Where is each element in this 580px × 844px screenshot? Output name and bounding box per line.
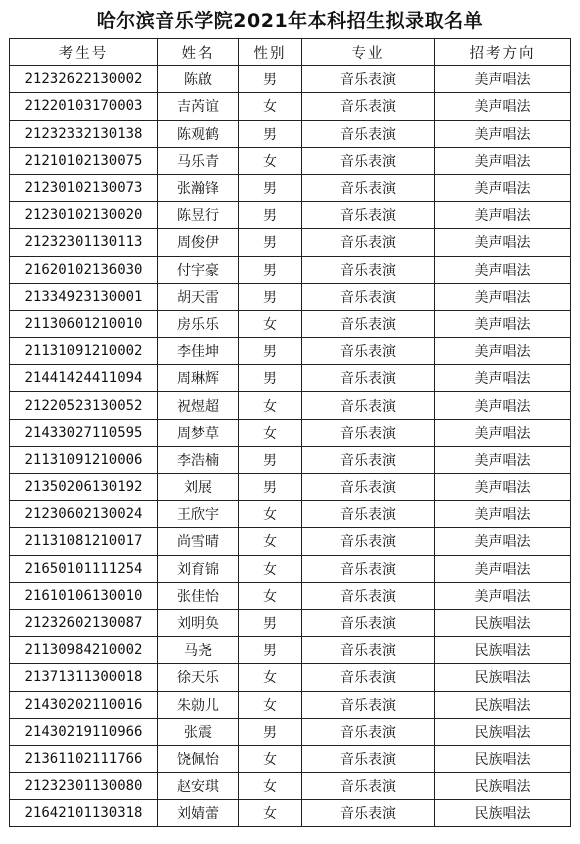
cell-exam-id: 21430202110016 xyxy=(10,691,158,718)
cell-exam-id: 21220523130052 xyxy=(10,392,158,419)
cell-name: 马尧 xyxy=(158,637,239,664)
cell-major: 音乐表演 xyxy=(302,446,435,473)
cell-direction: 美声唱法 xyxy=(435,120,571,147)
table-header-row xyxy=(10,39,571,66)
cell-direction: 美声唱法 xyxy=(435,555,571,582)
cell-name: 李佳坤 xyxy=(158,338,239,365)
cell-name: 饶佩怡 xyxy=(158,745,239,772)
cell-gender: 女 xyxy=(239,310,302,337)
cell-gender: 男 xyxy=(239,202,302,229)
cell-exam-id: 21232602130087 xyxy=(10,609,158,636)
cell-major: 音乐表演 xyxy=(302,283,435,310)
table-row xyxy=(10,256,571,283)
cell-direction: 美声唱法 xyxy=(435,528,571,555)
table-row xyxy=(10,66,571,93)
cell-direction: 美声唱法 xyxy=(435,419,571,446)
cell-direction: 美声唱法 xyxy=(435,229,571,256)
cell-direction: 美声唱法 xyxy=(435,501,571,528)
cell-direction: 美声唱法 xyxy=(435,256,571,283)
cell-major: 音乐表演 xyxy=(302,202,435,229)
cell-major: 音乐表演 xyxy=(302,66,435,93)
table-row xyxy=(10,800,571,827)
cell-name: 李浩楠 xyxy=(158,446,239,473)
cell-name: 赵安琪 xyxy=(158,773,239,800)
cell-gender: 女 xyxy=(239,501,302,528)
cell-exam-id: 21230602130024 xyxy=(10,501,158,528)
cell-direction: 美声唱法 xyxy=(435,582,571,609)
cell-gender: 女 xyxy=(239,528,302,555)
cell-direction: 美声唱法 xyxy=(435,93,571,120)
cell-gender: 男 xyxy=(239,283,302,310)
cell-exam-id: 21220103170003 xyxy=(10,93,158,120)
cell-direction: 民族唱法 xyxy=(435,745,571,772)
cell-gender: 男 xyxy=(239,718,302,745)
cell-exam-id: 21232332130138 xyxy=(10,120,158,147)
cell-direction: 美声唱法 xyxy=(435,392,571,419)
cell-gender: 女 xyxy=(239,582,302,609)
table-row xyxy=(10,419,571,446)
cell-major: 音乐表演 xyxy=(302,718,435,745)
cell-direction: 美声唱法 xyxy=(435,446,571,473)
table-row xyxy=(10,310,571,337)
cell-name: 马乐青 xyxy=(158,147,239,174)
cell-major: 音乐表演 xyxy=(302,338,435,365)
cell-exam-id: 21230102130073 xyxy=(10,174,158,201)
column-header-major: 专业 xyxy=(302,39,435,66)
cell-major: 音乐表演 xyxy=(302,800,435,827)
cell-gender: 男 xyxy=(239,256,302,283)
column-header-name: 姓名 xyxy=(158,39,239,66)
cell-major: 音乐表演 xyxy=(302,609,435,636)
cell-direction: 民族唱法 xyxy=(435,609,571,636)
cell-name: 徐天乐 xyxy=(158,664,239,691)
cell-gender: 女 xyxy=(239,93,302,120)
cell-exam-id: 21230102130020 xyxy=(10,202,158,229)
table-row xyxy=(10,501,571,528)
cell-major: 音乐表演 xyxy=(302,256,435,283)
cell-name: 周俊伊 xyxy=(158,229,239,256)
cell-major: 音乐表演 xyxy=(302,555,435,582)
cell-exam-id: 21131091210006 xyxy=(10,446,158,473)
table-row xyxy=(10,555,571,582)
cell-exam-id: 21361102111766 xyxy=(10,745,158,772)
cell-gender: 男 xyxy=(239,174,302,201)
cell-direction: 民族唱法 xyxy=(435,664,571,691)
cell-major: 音乐表演 xyxy=(302,310,435,337)
cell-name: 张瀚锋 xyxy=(158,174,239,201)
cell-major: 音乐表演 xyxy=(302,528,435,555)
cell-exam-id: 21610106130010 xyxy=(10,582,158,609)
cell-name: 陈观鹤 xyxy=(158,120,239,147)
cell-exam-id: 21130601210010 xyxy=(10,310,158,337)
cell-major: 音乐表演 xyxy=(302,229,435,256)
table-row xyxy=(10,147,571,174)
cell-name: 陈昱行 xyxy=(158,202,239,229)
cell-major: 音乐表演 xyxy=(302,174,435,201)
table-row xyxy=(10,120,571,147)
table-row xyxy=(10,528,571,555)
cell-direction: 美声唱法 xyxy=(435,338,571,365)
cell-name: 陈啟 xyxy=(158,66,239,93)
column-header-exam-id: 考生号 xyxy=(10,39,158,66)
cell-major: 音乐表演 xyxy=(302,474,435,501)
cell-gender: 女 xyxy=(239,745,302,772)
table-row xyxy=(10,202,571,229)
table-row xyxy=(10,338,571,365)
cell-direction: 民族唱法 xyxy=(435,718,571,745)
cell-exam-id: 21130984210002 xyxy=(10,637,158,664)
cell-gender: 男 xyxy=(239,120,302,147)
table-row xyxy=(10,174,571,201)
cell-exam-id: 21441424411094 xyxy=(10,365,158,392)
cell-gender: 女 xyxy=(239,419,302,446)
cell-gender: 男 xyxy=(239,229,302,256)
cell-name: 周梦草 xyxy=(158,419,239,446)
cell-major: 音乐表演 xyxy=(302,120,435,147)
table-row xyxy=(10,637,571,664)
table-row xyxy=(10,718,571,745)
cell-major: 音乐表演 xyxy=(302,691,435,718)
cell-name: 房乐乐 xyxy=(158,310,239,337)
table-row xyxy=(10,229,571,256)
cell-major: 音乐表演 xyxy=(302,365,435,392)
cell-gender: 男 xyxy=(239,637,302,664)
cell-gender: 女 xyxy=(239,147,302,174)
cell-name: 刘明奂 xyxy=(158,609,239,636)
cell-name: 周琳辉 xyxy=(158,365,239,392)
table-row xyxy=(10,283,571,310)
cell-name: 朱勍儿 xyxy=(158,691,239,718)
cell-major: 音乐表演 xyxy=(302,392,435,419)
cell-gender: 女 xyxy=(239,800,302,827)
cell-major: 音乐表演 xyxy=(302,582,435,609)
cell-name: 刘展 xyxy=(158,474,239,501)
cell-exam-id: 21334923130001 xyxy=(10,283,158,310)
cell-direction: 美声唱法 xyxy=(435,174,571,201)
cell-exam-id: 21430219110966 xyxy=(10,718,158,745)
cell-exam-id: 21650101111254 xyxy=(10,555,158,582)
cell-name: 尚雪晴 xyxy=(158,528,239,555)
cell-name: 付宇豪 xyxy=(158,256,239,283)
cell-exam-id: 21350206130192 xyxy=(10,474,158,501)
cell-name: 吉芮谊 xyxy=(158,93,239,120)
table-row xyxy=(10,446,571,473)
cell-major: 音乐表演 xyxy=(302,501,435,528)
table-row xyxy=(10,664,571,691)
cell-name: 张震 xyxy=(158,718,239,745)
cell-exam-id: 21620102136030 xyxy=(10,256,158,283)
cell-name: 胡天雷 xyxy=(158,283,239,310)
cell-gender: 女 xyxy=(239,691,302,718)
cell-gender: 男 xyxy=(239,474,302,501)
cell-exam-id: 21232622130002 xyxy=(10,66,158,93)
cell-major: 音乐表演 xyxy=(302,147,435,174)
cell-gender: 男 xyxy=(239,66,302,93)
cell-direction: 美声唱法 xyxy=(435,66,571,93)
cell-exam-id: 21131091210002 xyxy=(10,338,158,365)
table-row xyxy=(10,745,571,772)
column-header-gender: 性别 xyxy=(239,39,302,66)
cell-gender: 男 xyxy=(239,365,302,392)
cell-major: 音乐表演 xyxy=(302,637,435,664)
cell-major: 音乐表演 xyxy=(302,93,435,120)
cell-direction: 美声唱法 xyxy=(435,147,571,174)
table-row xyxy=(10,474,571,501)
cell-major: 音乐表演 xyxy=(302,773,435,800)
cell-gender: 女 xyxy=(239,392,302,419)
table-row xyxy=(10,691,571,718)
table-row xyxy=(10,365,571,392)
cell-name: 王欣宇 xyxy=(158,501,239,528)
cell-direction: 美声唱法 xyxy=(435,310,571,337)
table-row xyxy=(10,609,571,636)
cell-name: 刘育锦 xyxy=(158,555,239,582)
page-title: 哈尔滨音乐学院2021年本科招生拟录取名单 xyxy=(96,10,484,32)
cell-name: 刘婧蕾 xyxy=(158,800,239,827)
cell-direction: 美声唱法 xyxy=(435,365,571,392)
cell-exam-id: 21131081210017 xyxy=(10,528,158,555)
cell-name: 张佳怡 xyxy=(158,582,239,609)
cell-gender: 男 xyxy=(239,338,302,365)
cell-gender: 男 xyxy=(239,446,302,473)
cell-direction: 民族唱法 xyxy=(435,691,571,718)
cell-exam-id: 21232301130113 xyxy=(10,229,158,256)
cell-direction: 美声唱法 xyxy=(435,283,571,310)
cell-exam-id: 21433027110595 xyxy=(10,419,158,446)
table-row xyxy=(10,93,571,120)
admission-list-table xyxy=(9,38,571,827)
cell-direction: 民族唱法 xyxy=(435,773,571,800)
cell-gender: 女 xyxy=(239,664,302,691)
cell-major: 音乐表演 xyxy=(302,664,435,691)
cell-exam-id: 21232301130080 xyxy=(10,773,158,800)
cell-gender: 男 xyxy=(239,609,302,636)
cell-major: 音乐表演 xyxy=(302,419,435,446)
cell-major: 音乐表演 xyxy=(302,745,435,772)
cell-direction: 民族唱法 xyxy=(435,800,571,827)
cell-gender: 女 xyxy=(239,773,302,800)
column-header-direction: 招考方向 xyxy=(435,39,571,66)
table-body xyxy=(10,66,571,827)
cell-direction: 美声唱法 xyxy=(435,202,571,229)
cell-direction: 民族唱法 xyxy=(435,637,571,664)
cell-exam-id: 21210102130075 xyxy=(10,147,158,174)
table-row xyxy=(10,582,571,609)
cell-direction: 美声唱法 xyxy=(435,474,571,501)
table-row xyxy=(10,392,571,419)
table-row xyxy=(10,773,571,800)
cell-exam-id: 21371311300018 xyxy=(10,664,158,691)
cell-name: 祝煜超 xyxy=(158,392,239,419)
cell-exam-id: 21642101130318 xyxy=(10,800,158,827)
cell-gender: 女 xyxy=(239,555,302,582)
